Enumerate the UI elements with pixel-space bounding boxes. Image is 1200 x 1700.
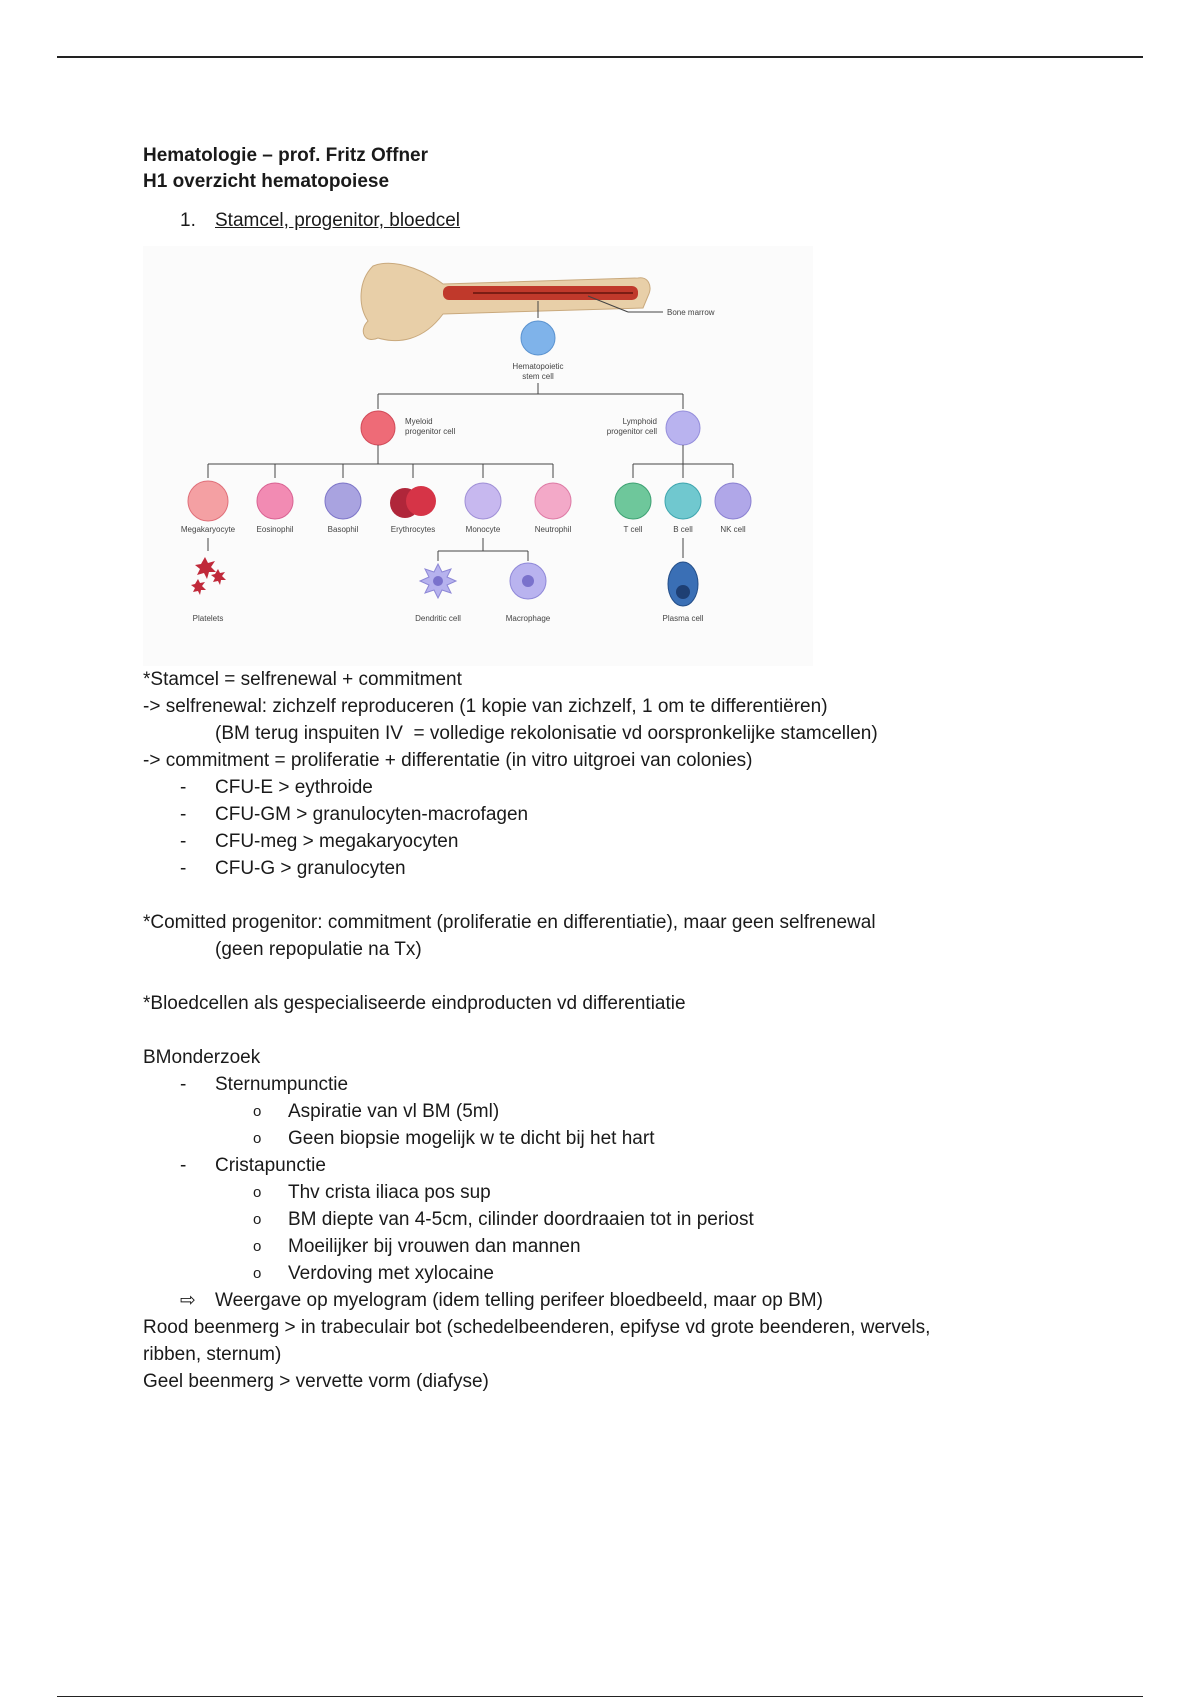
bone-illustration (361, 263, 663, 340)
eosinophil-cell (257, 483, 293, 519)
selfrenewal-line: -> selfrenewal: zichzelf reproduceren (1 kopie van zichzelf, 1 om te differentiëren) (143, 696, 828, 717)
bloedcellen-definition: *Bloedcellen als gespecialiseerde eindproducten vd differentiatie (143, 993, 686, 1014)
b-cell (665, 483, 701, 519)
commitment-line: -> commitment = proliferatie + differentatie (in vitro uitgroei van colonies) (143, 750, 753, 771)
nk-cell (715, 483, 751, 519)
label-t-cell: T cell (623, 525, 643, 534)
neutrophil-cell (535, 483, 571, 519)
label-nk-cell: NK cell (720, 525, 746, 534)
label-macrophage: Macrophage (505, 614, 551, 623)
erythrocyte-cell-2 (406, 486, 436, 516)
plasma-cell (668, 562, 698, 606)
dendritic-cell (420, 564, 456, 598)
label-bone-marrow: Bone marrow (667, 308, 715, 317)
lymphoid-progenitor-cell (666, 411, 700, 445)
footer-rule (57, 1696, 1143, 1697)
label-dendritic: Dendritic cell (415, 614, 461, 623)
label-erythrocytes: Erythrocytes (390, 525, 436, 534)
hsc-cell (521, 321, 555, 355)
progenitor-detail: (geen repopulatie na Tx) (215, 939, 422, 960)
label-plasma: Plasma cell (662, 614, 704, 623)
hematopoiesis-figure (143, 246, 813, 666)
chapter-title: H1 overzicht hematopoiese (143, 171, 390, 192)
basophil-cell (325, 483, 361, 519)
list-item: - CFU-E > eythroide (180, 777, 373, 798)
rood-beenmerg-line-2: ribben, sternum) (143, 1344, 282, 1365)
megakaryocyte-cell (188, 481, 228, 521)
label-megakaryocyte: Megakaryocyte (180, 525, 236, 534)
label-eosinophil: Eosinophil (256, 525, 294, 534)
rood-beenmerg-line: Rood beenmerg > in trabeculair bot (schedelbeenderen, epifyse vd grote beenderen, wervels, (143, 1317, 931, 1338)
list-item: o Aspiratie van vl BM (5ml) (253, 1101, 500, 1122)
list-item: ⇨ Weergave op myelogram (idem telling perifeer bloedbeeld, maar op BM) (143, 1287, 1103, 1314)
label-basophil: Basophil (327, 525, 359, 534)
list-item: o Geen biopsie mogelijk w te dicht bij het hart (253, 1128, 655, 1149)
section-title: Stamcel, progenitor, bloedcel (215, 210, 461, 231)
list-item: - CFU-G > granulocyten (180, 858, 406, 879)
list-item: o Moeilijker bij vrouwen dan mannen (253, 1236, 581, 1257)
page-title: Hematologie – prof. Fritz Offner (143, 145, 429, 166)
label-monocyte: Monocyte (465, 525, 501, 534)
list-item: o Verdoving met xylocaine (253, 1263, 494, 1284)
label-platelets: Platelets (192, 614, 224, 623)
label-lymphoid-2: progenitor cell (606, 427, 657, 436)
list-item: o BM diepte van 4-5cm, cilinder doordraaien tot in periost (253, 1209, 754, 1230)
list-item: - Cristapunctie (180, 1155, 326, 1176)
selfrenewal-detail: (BM terug inspuiten IV = volledige rekolonisatie vd oorspronkelijke stamcellen) (215, 723, 878, 744)
monocyte-cell (465, 483, 501, 519)
label-neutrophil: Neutrophil (534, 525, 572, 534)
list-item: - CFU-GM > granulocyten-macrofagen (180, 804, 529, 825)
label-b-cell: B cell (673, 525, 693, 534)
document-body (143, 143, 1103, 1395)
geel-beenmerg-line: Geel beenmerg > vervette vorm (diafyse) (143, 1371, 489, 1392)
t-cell (615, 483, 651, 519)
stamcel-definition: *Stamcel = selfrenewal + commitment (143, 669, 462, 690)
list-item: o Thv crista iliaca pos sup (253, 1182, 491, 1203)
list-item: - Sternumpunctie (180, 1074, 349, 1095)
label-lymphoid-1: Lymphoid (622, 417, 657, 426)
hematopoiesis-diagram (143, 246, 813, 666)
progenitor-definition: *Comitted progenitor: commitment (proliferatie en differentiatie), maar geen selfrenewal (143, 912, 876, 933)
section-heading (143, 207, 1103, 234)
label-myeloid-2: progenitor cell (405, 427, 456, 436)
platelets-cluster (191, 557, 226, 595)
list-item: - CFU-meg > megakaryocyten (180, 831, 459, 852)
label-hsc-1: Hematopoietic (512, 362, 564, 371)
label-hsc-2: stem cell (522, 372, 554, 381)
section-number: 1. (180, 210, 196, 231)
label-myeloid-1: Myeloid (405, 417, 433, 426)
arrow-icon: ⇨ (180, 1290, 196, 1311)
bm-heading: BMonderzoek (143, 1047, 261, 1068)
myeloid-progenitor-cell (361, 411, 395, 445)
header-rule (57, 56, 1143, 58)
